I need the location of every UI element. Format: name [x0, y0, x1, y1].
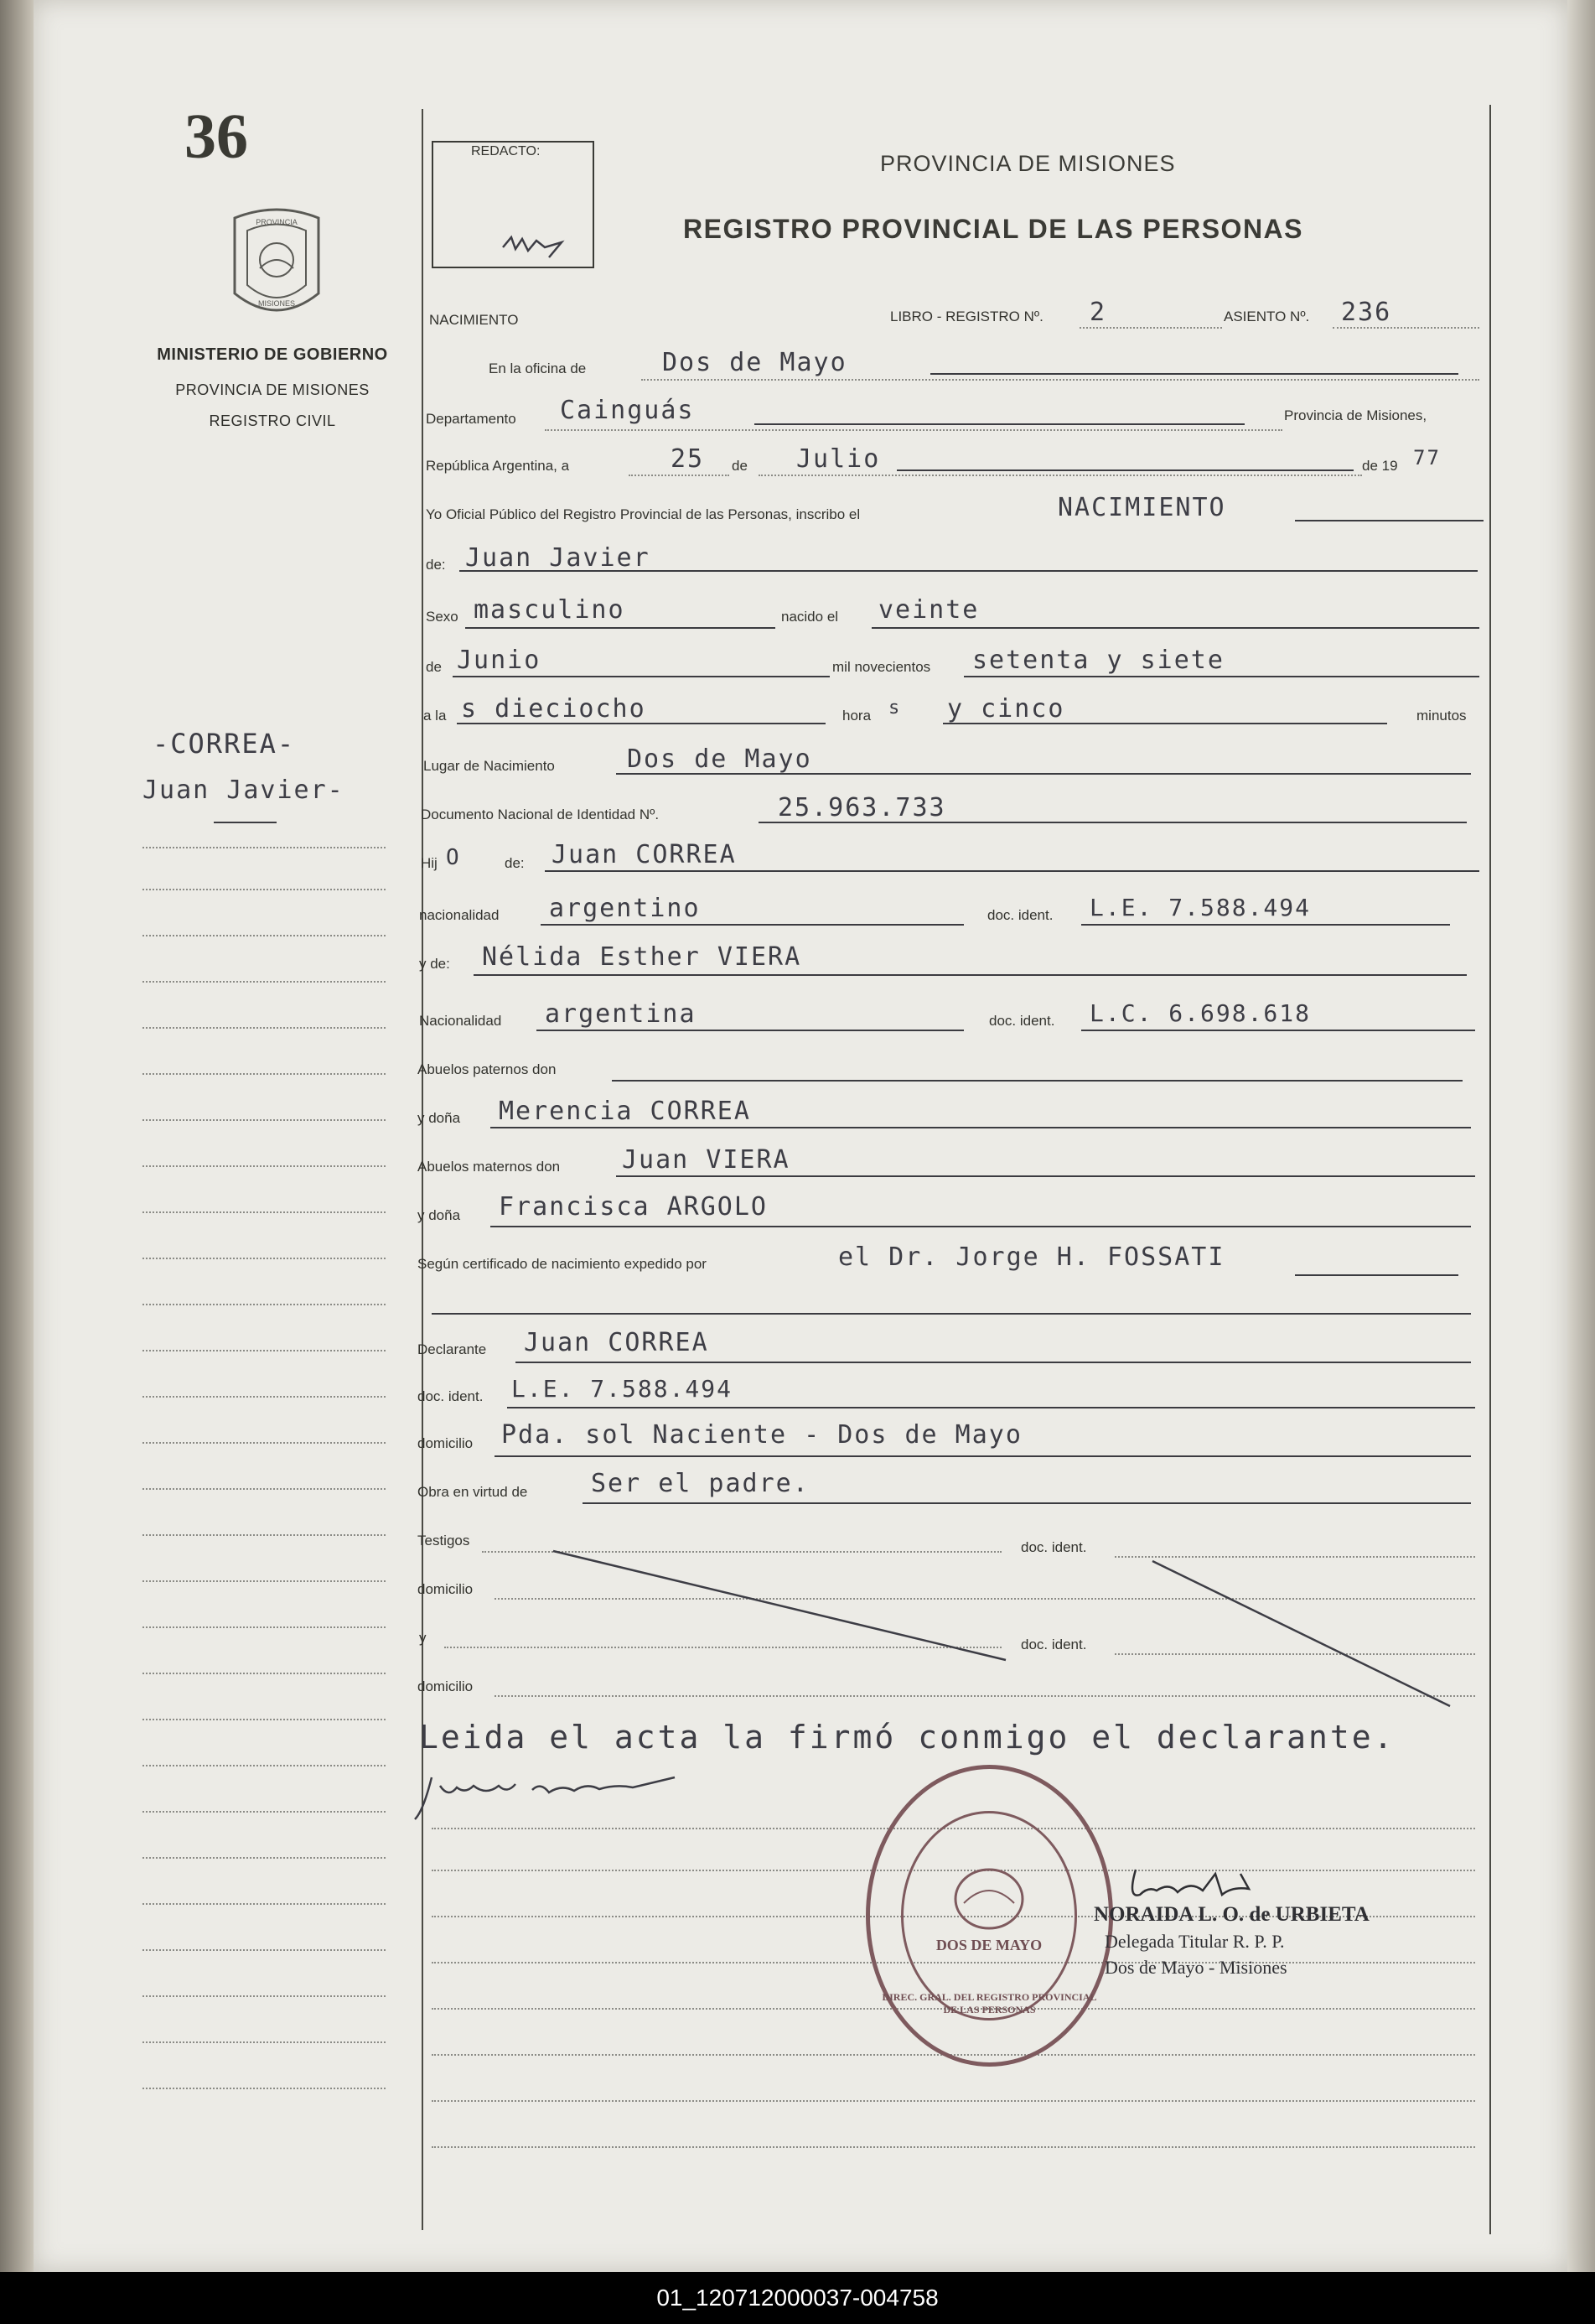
seal-text-top: PROVINCIA — [256, 218, 298, 226]
testigos-cancel-strokes — [545, 1543, 1458, 1710]
lugar-value: Dos de Mayo — [627, 744, 812, 774]
hijo-de-label: de: — [505, 855, 525, 871]
mil-label: mil novecientos — [832, 659, 931, 675]
domicilio-2: domicilio — [417, 1678, 474, 1694]
republica-label: República Argentina, a — [426, 458, 570, 474]
seal-text-bottom: MISIONES — [257, 299, 296, 308]
hijo-suffix: O — [446, 845, 461, 870]
doc-decl-value: L.E. 7.588.494 — [511, 1375, 733, 1403]
madre-label: y de: — [419, 956, 450, 972]
margin-surname: -CORREA- — [153, 728, 296, 760]
declarante-label: Declarante — [417, 1341, 487, 1357]
libro-label: LIBRO - REGISTRO Nº. — [890, 309, 1043, 324]
madre-value: Nélida Esther VIERA — [482, 942, 802, 972]
right-frame-line — [1489, 105, 1491, 2234]
doc-decl-label: doc. ident. — [417, 1388, 484, 1404]
doc-padre-label: doc. ident. — [987, 907, 1054, 923]
dni-label: Documento Nacional de Identidad Nº. — [421, 807, 660, 822]
doc-ident-1: doc. ident. — [1021, 1539, 1087, 1555]
hijo-label: Hij — [421, 855, 438, 871]
abuela-mat-value: Francisca ARGOLO — [499, 1192, 768, 1222]
departamento-label: Departamento — [426, 411, 516, 427]
departamento-value: Cainguás — [560, 396, 695, 425]
registro-civil-label: REGISTRO CIVIL — [209, 412, 336, 429]
nacido-value: veinte — [878, 595, 980, 625]
abuela-pat-label: y doña — [417, 1110, 461, 1126]
oficina-label: En la oficina de — [489, 361, 587, 376]
doc-madre-value: L.C. 6.698.618 — [1090, 999, 1312, 1027]
margin-given-name: Juan Javier- — [142, 776, 344, 805]
nac-padre-value: argentino — [549, 894, 701, 923]
asiento-label: ASIENTO Nº. — [1224, 309, 1310, 324]
sexo-label: Sexo — [426, 609, 458, 625]
y-label: y — [419, 1630, 427, 1646]
domicilio-value: Pda. sol Naciente - Dos de Mayo — [501, 1420, 1023, 1450]
asiento-value: 236 — [1341, 298, 1392, 327]
domicilio-1: domicilio — [417, 1581, 474, 1597]
provincia-label: PROVINCIA DE MISIONES — [175, 381, 370, 398]
obra-label: Obra en virtud de — [417, 1484, 528, 1500]
sexo-value: masculino — [474, 595, 625, 625]
mil-value: setenta y siete — [972, 646, 1225, 675]
registry-title: REGISTRO PROVINCIAL DE LAS PERSONAS — [683, 214, 1303, 244]
oficial-label: Yo Oficial Público del Registro Provincial de las Personas, inscribo el — [426, 506, 861, 522]
domicilio-label: domicilio — [417, 1435, 474, 1451]
image-id-footer: 01_120712000037-004758 — [0, 2272, 1595, 2324]
padre-value: Juan CORREA — [552, 840, 737, 869]
nacido-label: nacido el — [781, 609, 839, 625]
certificado-label: Según certificado de nacimiento expedido por — [417, 1256, 707, 1272]
de-nombre-label: de: — [426, 557, 446, 573]
official-signature — [1123, 1857, 1291, 1907]
anio-prefix: de 19 — [1362, 458, 1398, 474]
nac-padre-label: nacionalidad — [419, 907, 500, 923]
abuela-mat-label: y doña — [417, 1207, 461, 1223]
de-mes-label: de — [426, 659, 442, 675]
declarante-value: Juan CORREA — [524, 1328, 709, 1357]
libro-value: 2 — [1090, 298, 1107, 327]
official-name: NORAIDA L. O. de URBIETA — [1094, 1903, 1370, 1926]
province-title: PROVINCIA DE MISIONES — [880, 151, 1176, 176]
act-type-label: NACIMIENTO — [429, 312, 519, 328]
abuelos-mat-label: Abuelos maternos don — [417, 1159, 561, 1175]
doc-padre-value: L.E. 7.588.494 — [1090, 894, 1312, 921]
horas-value: s dieciocho — [461, 694, 646, 724]
obra-value: Ser el padre. — [591, 1469, 810, 1498]
minutos-label: minutos — [1416, 708, 1467, 724]
anio-value: 77 — [1413, 446, 1441, 469]
mes-value: Julio — [796, 444, 881, 474]
dni-value: 25.963.733 — [778, 793, 946, 822]
document-page — [34, 0, 1567, 2272]
abuelos-pat-label: Abuelos paternos don — [417, 1061, 557, 1077]
oficina-value: Dos de Mayo — [662, 348, 847, 377]
stamp-emblem — [939, 1861, 1039, 1937]
margin-underline — [214, 822, 277, 823]
dia-value: 25 — [671, 444, 705, 474]
nombre-value: Juan Javier — [465, 543, 650, 573]
minutos-value: y cinco — [947, 694, 1065, 724]
horas-s: s — [888, 698, 902, 718]
stamp-outer-text: DIREC. GRAL. DEL REGISTRO PROVINCIAL DE LAS PERSONAS — [882, 1991, 1097, 2015]
de-label: de — [732, 458, 748, 474]
doc-ident-2: doc. ident. — [1021, 1637, 1087, 1652]
book-binding — [0, 0, 34, 2324]
testigos-label: Testigos — [417, 1533, 470, 1548]
provincia-suffix: Provincia de Misiones, — [1284, 407, 1427, 423]
ministerio-label: MINISTERIO DE GOBIERNO — [157, 345, 388, 364]
abuela-pat-value: Merencia CORREA — [499, 1097, 751, 1126]
lugar-label: Lugar de Nacimiento — [423, 758, 555, 774]
nac-madre-value: argentina — [545, 999, 697, 1029]
redacto-label: REDACTO: — [471, 144, 541, 158]
stamp-inner-text: DOS DE MAYO — [935, 1937, 1043, 1953]
coat-of-arms-seal — [218, 201, 335, 327]
nac-madre-label: Nacionalidad — [419, 1013, 502, 1029]
closing-statement: Leida el acta la firmó conmigo el declarante. — [419, 1719, 1396, 1756]
page-edge — [1567, 0, 1595, 2272]
declarant-signature — [407, 1761, 725, 1828]
abuelo-mat-value: Juan VIERA — [622, 1145, 790, 1175]
horas-prefix: a la — [423, 708, 447, 724]
official-title: Delegada Titular R. P. P. — [1105, 1931, 1285, 1952]
page-number: 36 — [184, 101, 248, 172]
oficial-value: NACIMIENTO — [1058, 493, 1226, 522]
horas-label: hora — [842, 708, 872, 724]
redacto-initials — [499, 231, 574, 264]
doc-madre-label: doc. ident. — [989, 1013, 1055, 1029]
official-place: Dos de Mayo - Misiones — [1105, 1957, 1287, 1978]
mes-nac-value: Junio — [457, 646, 541, 675]
certificado-value: el Dr. Jorge H. FOSSATI — [838, 1242, 1225, 1272]
